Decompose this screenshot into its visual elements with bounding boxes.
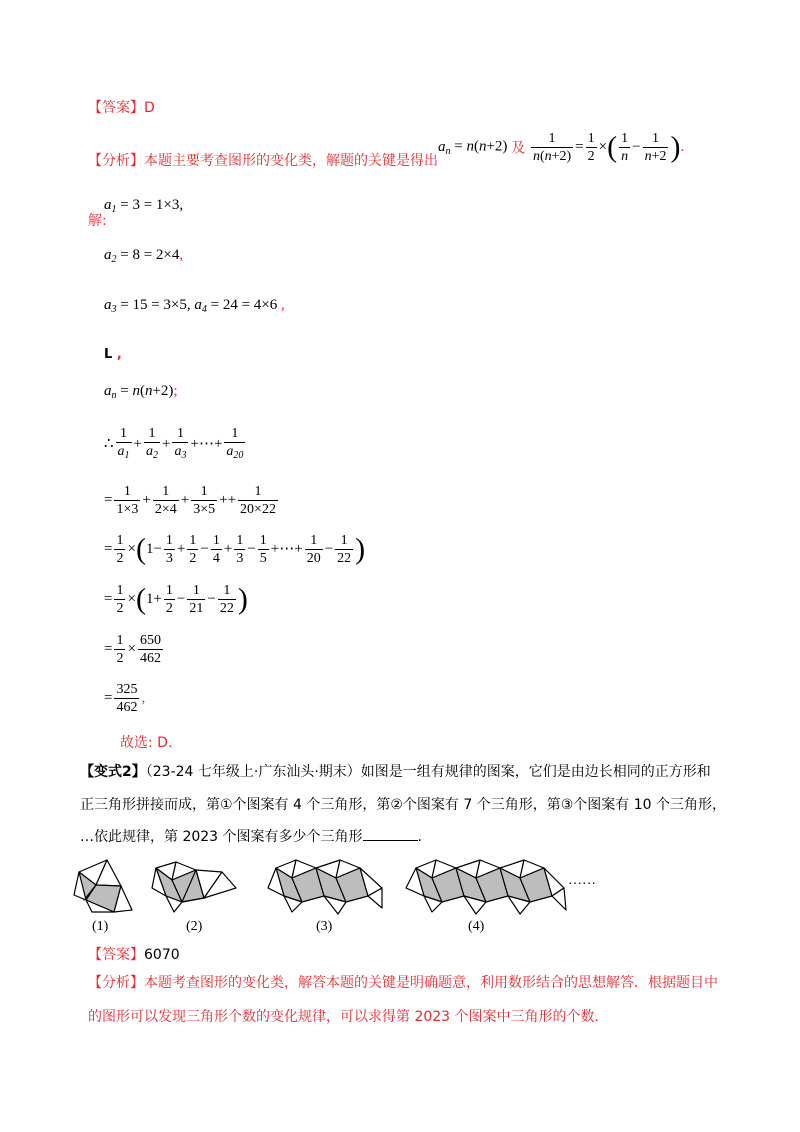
analysis2-line-2: 的图形可以发现三角形个数的变化规律，可以求得第 2023 个图案中三角形的个数． bbox=[88, 1009, 609, 1025]
solution-label: 解: bbox=[88, 213, 107, 229]
analysis-and: 及 bbox=[511, 140, 526, 157]
variant2-source: （23-24 七年级上·广东汕头·期末） bbox=[145, 764, 361, 780]
variant2-line-2: 正三角形拼接而成，第①个图案有 4 个三角形，第②个图案有 7 个三角形，第③个图案有 10 个三角形， bbox=[80, 797, 726, 813]
solution-step-4: = $\frac{1}{2}$ × $\frac{650}{462}$ bbox=[104, 633, 161, 666]
answer-line-1 bbox=[88, 97, 155, 117]
solution-a2: $a_2 = 8 = 2\times 4$, bbox=[104, 247, 184, 265]
solution-step-3: = $\frac{1}{2}$ ×(1+ $\frac{1}{2}$ − $\frac{1}{21}$ − $\frac{1}{22}$ ) bbox=[104, 582, 248, 616]
pattern-label-3: (3) bbox=[316, 919, 333, 934]
solution-ellipsis: L , bbox=[104, 347, 122, 362]
variant2-line-1: 【变式2】（23-24 七年级上·广东汕头·期末）如图是一组有规律的图案，它们是由边长相同的正方形和 bbox=[80, 764, 711, 780]
pattern-figure bbox=[70, 852, 610, 937]
analysis-label: 【分析】 bbox=[88, 153, 144, 169]
pattern-label-4: (4) bbox=[468, 919, 485, 934]
variant2-label: 【变式2】 bbox=[80, 764, 146, 780]
solution-a1: $a_1 = 3 = 1\times 3$, bbox=[104, 197, 184, 215]
answer-blank bbox=[363, 826, 418, 841]
solution-step-5: = $\frac{325}{462}$ , bbox=[104, 682, 146, 715]
answer-label: 【答案】 bbox=[88, 100, 144, 116]
analysis-line-1 bbox=[88, 150, 438, 170]
solution-step-2: = $\frac{1}{2}$ ×(1− $\frac{1}{3}$ + $\frac{1}{2}$ − $\frac{1}{4}$ + $\frac{1}{3}$ − $\frac{1}{5}$ +⋯+ $\frac{1}{20}$ − $\frac{1}{22}$ ) bbox=[104, 532, 366, 566]
solution-an: $a_n = n(n+2)$; bbox=[104, 383, 178, 401]
pattern-label-2: (2) bbox=[186, 919, 203, 934]
pattern-2 bbox=[152, 862, 236, 912]
solution-sum: ∴ $\frac{1}{a_1}$ + $\frac{1}{a_2}$ + $\frac{1}{a_3}$ +⋯+ $\frac{1}{a_{20}}$ bbox=[104, 426, 244, 461]
analysis-text: 本题主要考查图形的变化类，解题的关键是得出 bbox=[144, 153, 438, 169]
pattern-4 bbox=[406, 860, 566, 914]
pattern-more: …… bbox=[568, 873, 596, 888]
answer-line-2 bbox=[88, 944, 180, 964]
pattern-1 bbox=[74, 860, 132, 912]
solution-step-1: = $\frac{1}{1\times 3}$ + $\frac{1}{2\times 4}$ + $\frac{1}{3\times 5}$ ++ $\frac{1}{20\times 22}$ bbox=[104, 484, 276, 517]
answer-value: D bbox=[144, 100, 155, 116]
analysis-end: . bbox=[680, 138, 685, 155]
analysis-formula: $a_n = n(n+2)$ 及 $\frac{1}{n(n+2)}$ = $\frac{1}{2}$ ×( $\frac{1}{n}$ − $\frac{1}{n+2}$ ). bbox=[438, 130, 685, 164]
solution-choose: 故选: D. bbox=[120, 735, 173, 751]
variant2-line-3: …依此规律，第 2023 个图案有多少个三角形 . bbox=[80, 822, 422, 852]
answer2-label: 【答案】 bbox=[88, 947, 144, 963]
analysis2-line-1: 【分析】本题考查图形的变化类，解答本题的关键是明确题意，利用数形结合的思想解答．根据题目中 bbox=[88, 975, 718, 991]
answer2-value: 6070 bbox=[144, 947, 180, 963]
analysis2-label: 【分析】 bbox=[88, 975, 144, 991]
solution-a3-a4: $a_3 = 15 = 3\times 5$, $a_4 = 24 = 4\times 6$ , bbox=[104, 297, 285, 315]
pattern-label-1: (1) bbox=[92, 919, 109, 934]
pattern-3 bbox=[268, 860, 382, 914]
